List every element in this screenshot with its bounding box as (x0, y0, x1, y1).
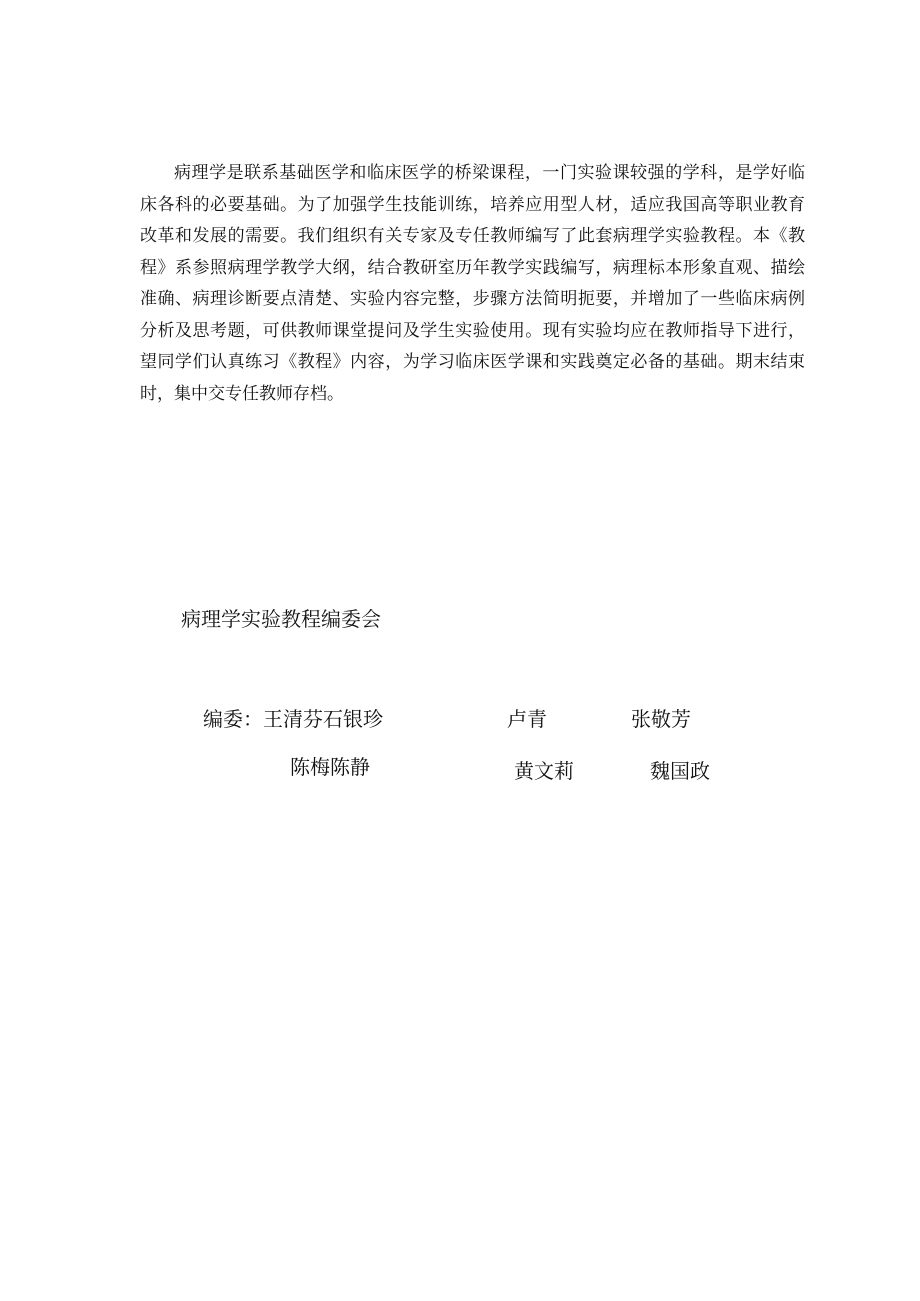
preface-line: 分析及思考题，可供教师课堂提问及学生实验使用。现有实验均应在教师指导下进行， (140, 320, 805, 341)
committee-member: 魏国政 (650, 759, 710, 783)
preface-line: 程》系参照病理学教学大纲，结合教研室历年教学实践编写，病理标本形象直观、描绘 (140, 257, 805, 278)
committee-label: 编委： (203, 707, 263, 731)
preface-line: 改革和发展的需要。我们组织有关专家及专任教师编写了此套病理学实验教程。本《教 (140, 226, 805, 246)
preface-line: 望同学们认真练习《教程》内容，为学习临床医学课和实践奠定必备的基础。期末结束 (140, 352, 805, 372)
committee-member: 王清芬石银珍 (263, 707, 383, 731)
committee-member: 张敬芳 (631, 707, 691, 731)
preface-line: 准确、病理诊断要点清楚、实验内容完整，步骤方法简明扼要，并增加了一些临床病例 (140, 289, 805, 309)
committee-title: 病理学实验教程编委会 (181, 607, 381, 631)
preface-line: 时，集中交专任教师存档。 (140, 383, 344, 404)
preface-line: 床各科的必要基础。为了加强学生技能训练，培养应用型人材，适应我国高等职业教育 (140, 194, 805, 215)
committee-member: 陈梅陈静 (290, 755, 370, 779)
committee-member: 黄文莉 (514, 759, 574, 783)
preface-line: 病理学是联系基础医学和临床医学的桥梁课程，一门实验课较强的学科，是学好临 (174, 163, 805, 183)
committee-member: 卢青 (507, 707, 547, 731)
preface-paragraph (140, 158, 805, 410)
